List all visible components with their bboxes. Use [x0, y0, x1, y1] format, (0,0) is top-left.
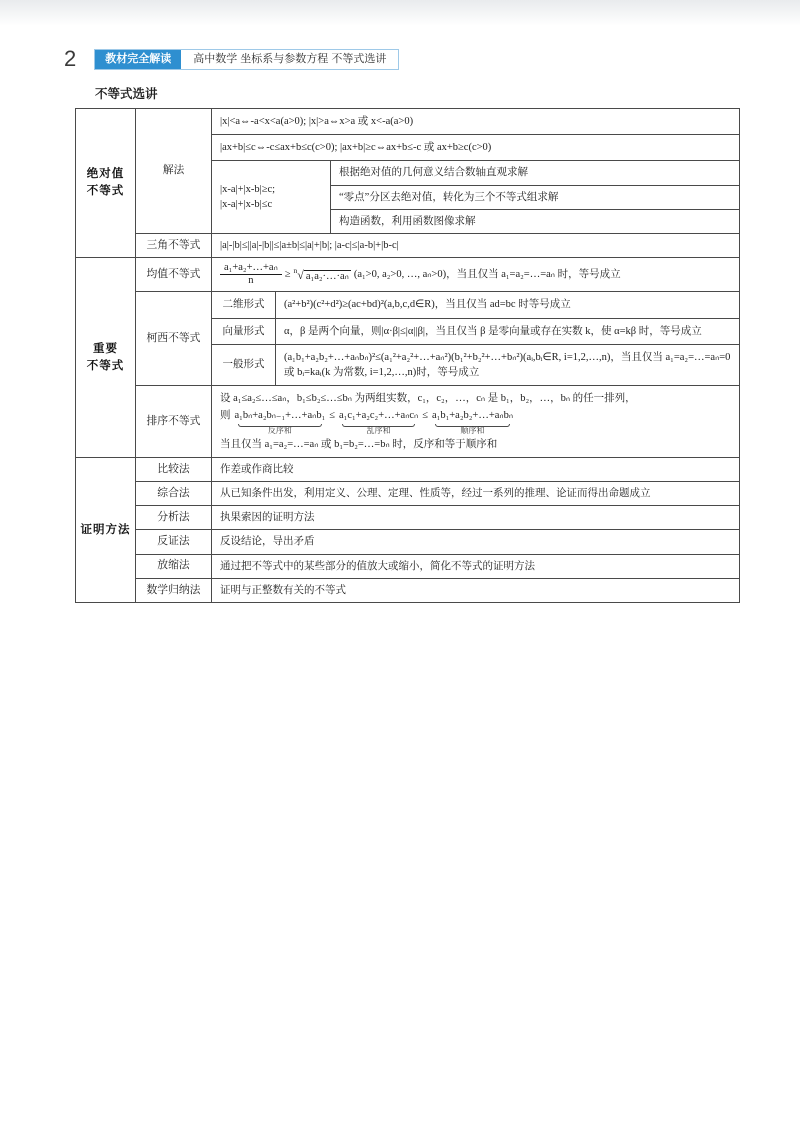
relation-sign: ≥: [284, 269, 291, 281]
rearrangement-condition: 当且仅当 a₁=a₂=…=aₙ 或 b₁=b₂=…=bₙ 时，反序和等于顺序和: [220, 438, 498, 450]
method-item-geometric: 根据绝对值的几何意义结合数轴直观求解: [339, 167, 528, 179]
formula-abs-sum: [212, 161, 330, 233]
category-line: 绝对值: [86, 168, 125, 181]
formula-cauchy-general: (a₁b₁+a₂b₂+…+aₙbₙ)²≤(a₁²+a₂²+…+aₙ²)(b₁²+b₂²+…+bₙ²)(aᵢ,bᵢ∈R, i=1,2,…,n)，当且仅当 a₁=a₂=…=aₙ=0 或 bᵢ=kaᵢ(k 为常数, i=1,2,…,n)时，等号成立: [284, 351, 731, 379]
method-label-rearrangement: 排序不等式: [136, 386, 212, 457]
formula-line: |x-a|+|x-b|≥c;: [220, 184, 276, 196]
solve-content-cell: [212, 109, 740, 234]
sum-label: 顺序和: [460, 425, 485, 435]
table-row: [76, 481, 740, 505]
nth-root: [294, 266, 351, 284]
proof-contradiction: 反设结论，导出矛盾: [212, 530, 740, 554]
reverse-order-sum: [235, 408, 326, 436]
proof-synthesis: 从已知条件出发，利用定义、公理、定理、性质等，经过一系列的推理、论证而得出命题成立: [212, 481, 740, 505]
method-label-synthesis: 综合法: [136, 481, 212, 505]
formula-mean: [220, 262, 731, 287]
sum-expression: a₁bₙ+a₂bₙ₋₁+…+aₙb₁: [234, 409, 326, 421]
method-label-induction: 数学归纳法: [136, 578, 212, 602]
sequential-order-sum: [432, 408, 513, 436]
category-absolute-value-inequality: [76, 109, 136, 258]
header-strip: [94, 49, 399, 70]
proof-analysis: 执果索因的证明方法: [212, 506, 740, 530]
table-row: [76, 530, 740, 554]
category-line: 不等式: [86, 359, 125, 372]
method-item-function: 构造函数，利用函数图像求解: [331, 209, 739, 233]
formula-mean-cell: [212, 258, 740, 292]
category-important-inequality: [76, 258, 136, 457]
formula-line: |x-a|+|x-b|≤c: [220, 199, 273, 211]
section-title: 不等式选讲: [95, 87, 158, 101]
solve-subrows: [212, 109, 739, 233]
random-order-sum: [339, 408, 418, 436]
breadcrumb: 高中数学 坐标系与参数方程 不等式选讲: [193, 52, 387, 65]
abs-sum-block: [212, 160, 739, 233]
radicand: a₁a₂·…·aₙ: [305, 270, 349, 282]
method-label-comparison: 比较法: [136, 457, 212, 481]
cauchy-content-cell: [212, 292, 740, 386]
rearrangement-sums: [220, 408, 731, 436]
method-label-cauchy: 柯西不等式: [136, 292, 212, 386]
method-label-contradiction: 反证法: [136, 530, 212, 554]
fraction: [220, 262, 282, 287]
table-row: [76, 386, 740, 457]
method-label-mean: 均值不等式: [136, 258, 212, 292]
method-label-scaling: 放缩法: [136, 554, 212, 578]
mean-condition: (a₁>0, a₂>0, …, aₙ>0)，当且仅当 a₁=a₂=…=aₙ 时，等号成立: [353, 269, 621, 281]
cauchy-form-row: [212, 292, 739, 317]
radical-sign: √: [297, 267, 304, 282]
rearrangement-setup: 设 a₁≤a₂≤…≤aₙ，b₁≤b₂≤…≤bₙ 为两组实数，c₁，c₂，…，cₙ 是 b₁，b₂，…，bₙ 的任一排列，: [220, 393, 636, 405]
formula-triangle: |a|-|b|≤||a|-|b||≤|a±b|≤|a|+|b|; |a-c|≤|a-b|+|b-c|: [212, 234, 740, 258]
cauchy-form-name-general: 一般形式: [212, 345, 276, 385]
then-word: 则: [220, 409, 231, 421]
formula-cauchy-vector: α，β 是两个向量，则|α·β|≤|α||β|，当且仅当 β 是零向量或存在实数 k，使 α=kβ 时，等号成立: [284, 325, 702, 337]
table-row: [76, 258, 740, 292]
sum-expression: a₁c₁+a₂c₂+…+aₙcₙ: [339, 409, 419, 421]
root-index: n: [293, 265, 298, 275]
method-item-zero-point: “零点”分区去绝对值，转化为三个不等式组求解: [331, 185, 739, 209]
category-proof-methods: 证明方法: [76, 457, 136, 602]
category-line: 重要: [93, 342, 118, 355]
proof-induction: 证明与正整数有关的不等式: [212, 578, 740, 602]
rearrangement-cell: [212, 386, 740, 457]
category-line: 不等式: [86, 185, 125, 198]
method-label-analysis: 分析法: [136, 506, 212, 530]
formula-abs-basic: |x|<a⇔-a<x<a(a>0); |x|>a⇔x>a 或 x<-a(a>0): [220, 116, 414, 127]
sum-expression: a₁b₁+a₂b₂+…+aₙbₙ: [432, 409, 514, 421]
formula-abs-linear: |ax+b|≤c⇔-c≤ax+b≤c(c>0); |ax+b|≥c⇔ax+b≤-c 或 ax+b≥c(c>0): [212, 134, 739, 160]
sum-label: 乱序和: [366, 425, 391, 435]
cauchy-forms: [212, 292, 739, 385]
cauchy-form-row: [212, 344, 739, 385]
table-row: [76, 292, 740, 386]
method-label-triangle: 三角不等式: [136, 234, 212, 258]
leq-sign: ≤: [422, 409, 429, 421]
knowledge-table: [75, 108, 740, 603]
proof-scaling: 通过把不等式中的某些部分的值放大或缩小，简化不等式的证明方法: [212, 554, 740, 578]
edition-badge: 教材完全解读: [95, 50, 181, 69]
table-row: [76, 109, 740, 234]
sum-label: 反序和: [267, 425, 292, 435]
formula-cauchy-2d: (a²+b²)(c²+d²)≥(ac+bd)²(a,b,c,d∈R)，当且仅当 ad=bc 时等号成立: [284, 299, 571, 311]
proof-comparison: 作差或作商比较: [212, 457, 740, 481]
fraction-denominator: n: [248, 275, 254, 287]
cauchy-form-row: [212, 318, 739, 344]
leq-sign: ≤: [329, 409, 335, 421]
table-row: [76, 234, 740, 258]
table-row: [76, 554, 740, 578]
page-number: 2: [64, 46, 77, 71]
page-header: [64, 46, 399, 72]
cauchy-form-name-2d: 二维形式: [212, 292, 276, 317]
cauchy-form-name-vector: 向量形式: [212, 319, 276, 344]
abs-sum-methods: [330, 161, 739, 233]
fraction-numerator: a₁+a₂+…+aₙ: [220, 262, 282, 275]
table-row: [76, 578, 740, 602]
table-row: [76, 506, 740, 530]
method-label-solve: 解法: [136, 109, 212, 234]
table-row: [76, 457, 740, 481]
